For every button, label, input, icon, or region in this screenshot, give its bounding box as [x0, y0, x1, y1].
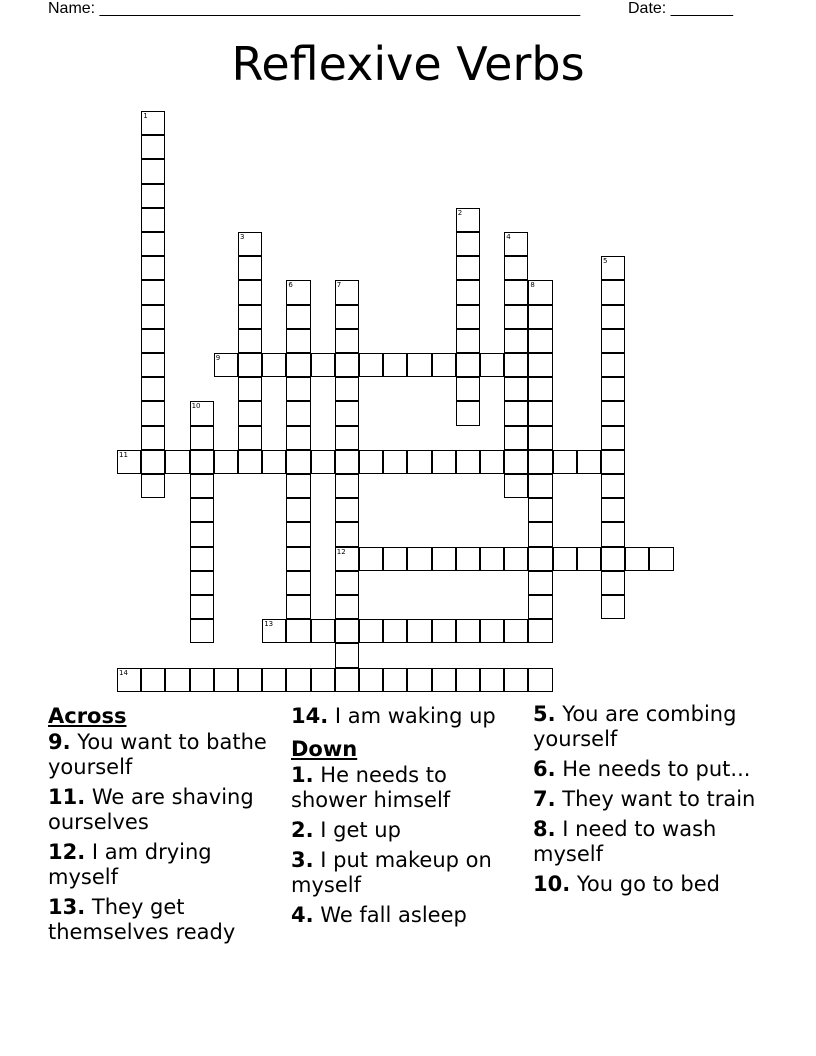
grid-cell[interactable] [286, 377, 310, 401]
grid-cell[interactable] [528, 450, 552, 474]
grid-cell[interactable] [141, 256, 165, 280]
grid-cell[interactable] [601, 353, 625, 377]
grid-cell[interactable] [214, 353, 238, 377]
clue-across-14 [291, 702, 521, 730]
grid-cell[interactable] [286, 305, 310, 329]
grid-cell[interactable] [335, 305, 359, 329]
clue-number-label: 11 [119, 450, 128, 459]
grid-cell[interactable] [432, 353, 456, 377]
clue-number: 5. [533, 702, 556, 726]
grid-cell[interactable] [262, 450, 286, 474]
clue-text: We are shaving ourselves [48, 785, 254, 834]
grid-cell[interactable] [504, 329, 528, 353]
grid-cell[interactable] [577, 547, 601, 571]
grid-cell[interactable] [504, 619, 528, 643]
grid-cell[interactable] [456, 377, 480, 401]
grid-cell[interactable] [141, 184, 165, 208]
clue-down-4 [291, 903, 521, 928]
grid-cell[interactable] [456, 450, 480, 474]
grid-cell[interactable] [456, 280, 480, 304]
grid-cell[interactable] [407, 353, 431, 377]
clue-text: They want to train [562, 787, 756, 811]
clue-number-label: 5 [603, 257, 608, 266]
grid-cell[interactable] [286, 353, 310, 377]
grid-cell[interactable] [190, 619, 214, 643]
clue-down-7 [533, 787, 763, 812]
clue-text: You go to bed [576, 872, 720, 896]
grid-cell[interactable] [528, 668, 552, 692]
grid-cell[interactable] [335, 401, 359, 425]
grid-cell[interactable] [311, 450, 335, 474]
grid-cell[interactable] [553, 450, 577, 474]
grid-cell[interactable] [504, 547, 528, 571]
grid-cell[interactable] [504, 668, 528, 692]
clue-number: 7. [533, 787, 556, 811]
clue-text: I get up [320, 818, 401, 842]
grid-cell[interactable] [117, 668, 141, 692]
grid-cell[interactable] [335, 547, 359, 571]
grid-cell[interactable] [190, 426, 214, 450]
grid-cell[interactable] [456, 668, 480, 692]
grid-cell[interactable] [528, 547, 552, 571]
clue-down-1 [291, 763, 521, 813]
grid-cell[interactable] [528, 329, 552, 353]
grid-cell[interactable] [335, 353, 359, 377]
down-heading: Down [291, 737, 358, 761]
grid-cell[interactable] [335, 450, 359, 474]
grid-cell[interactable] [528, 401, 552, 425]
grid-cell[interactable] [286, 619, 310, 643]
grid-cell[interactable] [190, 571, 214, 595]
grid-cell[interactable] [286, 522, 310, 546]
grid-cell[interactable] [528, 619, 552, 643]
grid-cell[interactable] [141, 377, 165, 401]
grid-cell[interactable] [190, 595, 214, 619]
grid-cell[interactable] [141, 450, 165, 474]
grid-cell[interactable] [432, 547, 456, 571]
grid-cell[interactable] [214, 450, 238, 474]
clue-number-label: 10 [191, 402, 201, 411]
clue-number-label: 14 [119, 668, 128, 677]
grid-cell[interactable] [190, 401, 214, 425]
grid-cell[interactable] [311, 668, 335, 692]
grid-cell[interactable] [141, 305, 165, 329]
grid-cell[interactable] [190, 450, 214, 474]
grid-cell[interactable] [456, 619, 480, 643]
grid-cell[interactable] [383, 353, 407, 377]
page-title: Reflexive Verbs [231, 37, 585, 91]
clue-number: 9. [48, 730, 71, 754]
grid-cell[interactable] [480, 353, 504, 377]
grid-cell[interactable] [141, 474, 165, 498]
grid-cell[interactable] [286, 547, 310, 571]
grid-cell[interactable] [335, 498, 359, 522]
grid-cell[interactable] [238, 305, 262, 329]
grid-cell[interactable] [383, 668, 407, 692]
grid-cell[interactable] [238, 668, 262, 692]
grid-cell[interactable] [456, 329, 480, 353]
grid-cell[interactable] [141, 329, 165, 353]
grid-cell[interactable] [432, 619, 456, 643]
clue-number-label: 1 [143, 112, 148, 120]
clue-number-label: 6 [288, 281, 293, 290]
grid-cell[interactable] [165, 668, 189, 692]
clue-down-5 [533, 702, 763, 752]
grid-cell[interactable] [528, 571, 552, 595]
clue-number: 10. [533, 872, 571, 896]
clue-text: I put makeup on myself [291, 848, 492, 897]
clue-number: 8. [533, 817, 556, 841]
grid-cell[interactable] [286, 450, 310, 474]
grid-cell[interactable] [601, 305, 625, 329]
grid-cell[interactable] [286, 571, 310, 595]
grid-cell[interactable] [286, 426, 310, 450]
clue-text: I am waking up [334, 704, 496, 728]
grid-cell[interactable] [383, 547, 407, 571]
grid-cell[interactable] [311, 619, 335, 643]
grid-cell[interactable] [141, 232, 165, 256]
grid-cell[interactable] [141, 668, 165, 692]
grid-cell[interactable] [141, 280, 165, 304]
grid-cell[interactable] [601, 426, 625, 450]
grid-cell[interactable] [480, 450, 504, 474]
grid-cell[interactable] [238, 232, 262, 256]
grid-cell[interactable] [238, 450, 262, 474]
grid-cell[interactable] [407, 450, 431, 474]
clue-number: 11. [48, 785, 86, 809]
grid-cell[interactable] [190, 474, 214, 498]
grid-cell[interactable] [528, 498, 552, 522]
grid-cell[interactable] [456, 547, 480, 571]
grid-cell[interactable] [238, 401, 262, 425]
grid-cell[interactable] [528, 522, 552, 546]
clue-down-3 [291, 848, 521, 898]
grid-cell[interactable] [335, 619, 359, 643]
clue-text: We fall asleep [320, 903, 467, 927]
clue-text: You want to bathe yourself [48, 730, 267, 779]
grid-cell[interactable] [335, 329, 359, 353]
clue-text: I need to wash myself [533, 817, 717, 866]
clue-across-13 [48, 895, 283, 945]
grid-cell[interactable] [359, 619, 383, 643]
grid-cell[interactable] [335, 595, 359, 619]
clue-text: I am drying myself [48, 840, 212, 889]
grid-cell[interactable] [504, 232, 528, 256]
clue-text: They get themselves ready [48, 895, 236, 944]
grid-cell[interactable] [601, 571, 625, 595]
clue-text: You are combing yourself [533, 702, 737, 751]
clue-number: 6. [533, 757, 556, 781]
clue-number: 4. [291, 903, 314, 927]
grid-cell[interactable] [528, 353, 552, 377]
grid-cell[interactable] [141, 135, 165, 159]
grid-cell[interactable] [335, 522, 359, 546]
grid-cell[interactable] [335, 474, 359, 498]
grid-cell[interactable] [504, 305, 528, 329]
clue-number: 3. [291, 848, 314, 872]
clue-number-label: 2 [457, 208, 463, 217]
grid-cell[interactable] [601, 522, 625, 546]
grid-cell[interactable] [383, 619, 407, 643]
grid-cell[interactable] [480, 668, 504, 692]
clue-across-9 [48, 730, 283, 780]
grid-cell[interactable] [480, 619, 504, 643]
grid-cell[interactable] [601, 329, 625, 353]
grid-cell[interactable] [286, 280, 310, 304]
grid-cell[interactable] [335, 571, 359, 595]
grid-cell[interactable] [504, 353, 528, 377]
clue-number-label: 8 [530, 281, 535, 290]
grid-cell[interactable] [286, 498, 310, 522]
grid-cell[interactable] [383, 450, 407, 474]
grid-cell[interactable] [190, 668, 214, 692]
grid-cell[interactable] [335, 643, 359, 667]
clue-number-label: 13 [264, 620, 274, 629]
clue-number: 13. [48, 895, 86, 919]
grid-cell[interactable] [456, 305, 480, 329]
grid-cell[interactable] [528, 426, 552, 450]
grid-cell[interactable] [286, 329, 310, 353]
grid-cell[interactable] [238, 353, 262, 377]
grid-cell[interactable] [528, 280, 552, 304]
grid-cell[interactable] [625, 547, 649, 571]
grid-cell[interactable] [553, 547, 577, 571]
grid-cell[interactable] [504, 474, 528, 498]
grid-cell[interactable] [238, 256, 262, 280]
clue-number-label: 3 [240, 233, 245, 241]
grid-cell[interactable] [165, 450, 189, 474]
grid-cell[interactable] [504, 256, 528, 280]
grid-cell[interactable] [504, 450, 528, 474]
clue-column-3 [533, 702, 763, 902]
grid-cell[interactable] [456, 208, 480, 232]
clue-number: 14. [291, 704, 329, 728]
grid-cell[interactable] [335, 280, 359, 304]
grid-cell[interactable] [262, 619, 286, 643]
clue-number-label: 12 [336, 547, 346, 556]
grid-cell[interactable] [601, 401, 625, 425]
grid-cell[interactable] [335, 668, 359, 692]
grid-cell[interactable] [601, 474, 625, 498]
grid-cell[interactable] [190, 522, 214, 546]
grid-cell[interactable] [335, 426, 359, 450]
date-field-label: Date: _______ [628, 0, 733, 17]
clue-number: 1. [291, 763, 314, 787]
grid-cell[interactable] [141, 208, 165, 232]
grid-cell[interactable] [262, 668, 286, 692]
clue-number: 2. [291, 818, 314, 842]
grid-cell[interactable] [214, 668, 238, 692]
grid-cell[interactable] [601, 547, 625, 571]
grid-cell[interactable] [359, 668, 383, 692]
grid-cell[interactable] [528, 377, 552, 401]
grid-cell[interactable] [238, 377, 262, 401]
grid-cell[interactable] [601, 498, 625, 522]
grid-cell[interactable] [238, 280, 262, 304]
grid-cell[interactable] [528, 595, 552, 619]
grid-cell[interactable] [117, 450, 141, 474]
grid-cell[interactable] [141, 426, 165, 450]
clue-down-10 [533, 872, 763, 897]
grid-cell[interactable] [601, 595, 625, 619]
grid-cell[interactable] [141, 159, 165, 183]
grid-cell[interactable] [190, 547, 214, 571]
grid-cell[interactable] [238, 329, 262, 353]
grid-cell[interactable] [504, 377, 528, 401]
clue-number-label: 7 [336, 281, 342, 290]
grid-cell[interactable] [504, 426, 528, 450]
clue-text: He needs to shower himself [291, 763, 451, 812]
grid-cell[interactable] [601, 280, 625, 304]
name-field-label: Name: ______________________________________________________ [48, 0, 581, 17]
grid-cell[interactable] [238, 426, 262, 450]
grid-cell[interactable] [504, 280, 528, 304]
grid-cell[interactable] [141, 111, 165, 135]
grid-cell[interactable] [601, 377, 625, 401]
clue-number-label: 9 [215, 354, 221, 362]
grid-cell[interactable] [528, 305, 552, 329]
grid-cell[interactable] [601, 450, 625, 474]
grid-cell[interactable] [649, 547, 673, 571]
clue-column-2 [291, 702, 521, 933]
clue-across-11 [48, 785, 283, 835]
grid-cell[interactable] [141, 353, 165, 377]
grid-cell[interactable] [335, 377, 359, 401]
grid-cell[interactable] [432, 450, 456, 474]
grid-cell[interactable] [432, 668, 456, 692]
grid-cell[interactable] [286, 595, 310, 619]
clue-across-12 [48, 840, 283, 890]
grid-cell[interactable] [456, 232, 480, 256]
grid-cell[interactable] [311, 353, 335, 377]
grid-cell[interactable] [262, 353, 286, 377]
grid-cell[interactable] [456, 256, 480, 280]
clue-column-1 [48, 702, 283, 950]
grid-cell[interactable] [577, 450, 601, 474]
grid-cell[interactable] [359, 353, 383, 377]
grid-cell[interactable] [359, 450, 383, 474]
clue-number-label: 4 [506, 233, 511, 241]
clue-number: 12. [48, 840, 86, 864]
grid-cell[interactable] [407, 547, 431, 571]
clue-down-2 [291, 818, 521, 843]
grid-cell[interactable] [286, 668, 310, 692]
grid-cell[interactable] [528, 474, 552, 498]
grid-cell[interactable] [359, 547, 383, 571]
clue-down-6 [533, 757, 763, 782]
grid-cell[interactable] [456, 353, 480, 377]
grid-cell[interactable] [286, 401, 310, 425]
grid-cell[interactable] [480, 547, 504, 571]
grid-cell[interactable] [456, 401, 480, 425]
grid-cell[interactable] [407, 668, 431, 692]
grid-cell[interactable] [141, 401, 165, 425]
across-heading: Across [48, 704, 127, 728]
grid-cell[interactable] [504, 401, 528, 425]
grid-cell[interactable] [601, 256, 625, 280]
grid-cell[interactable] [407, 619, 431, 643]
grid-cell[interactable] [190, 498, 214, 522]
grid-cell[interactable] [286, 474, 310, 498]
clue-text: He needs to put... [562, 757, 751, 781]
clue-down-8 [533, 817, 763, 867]
